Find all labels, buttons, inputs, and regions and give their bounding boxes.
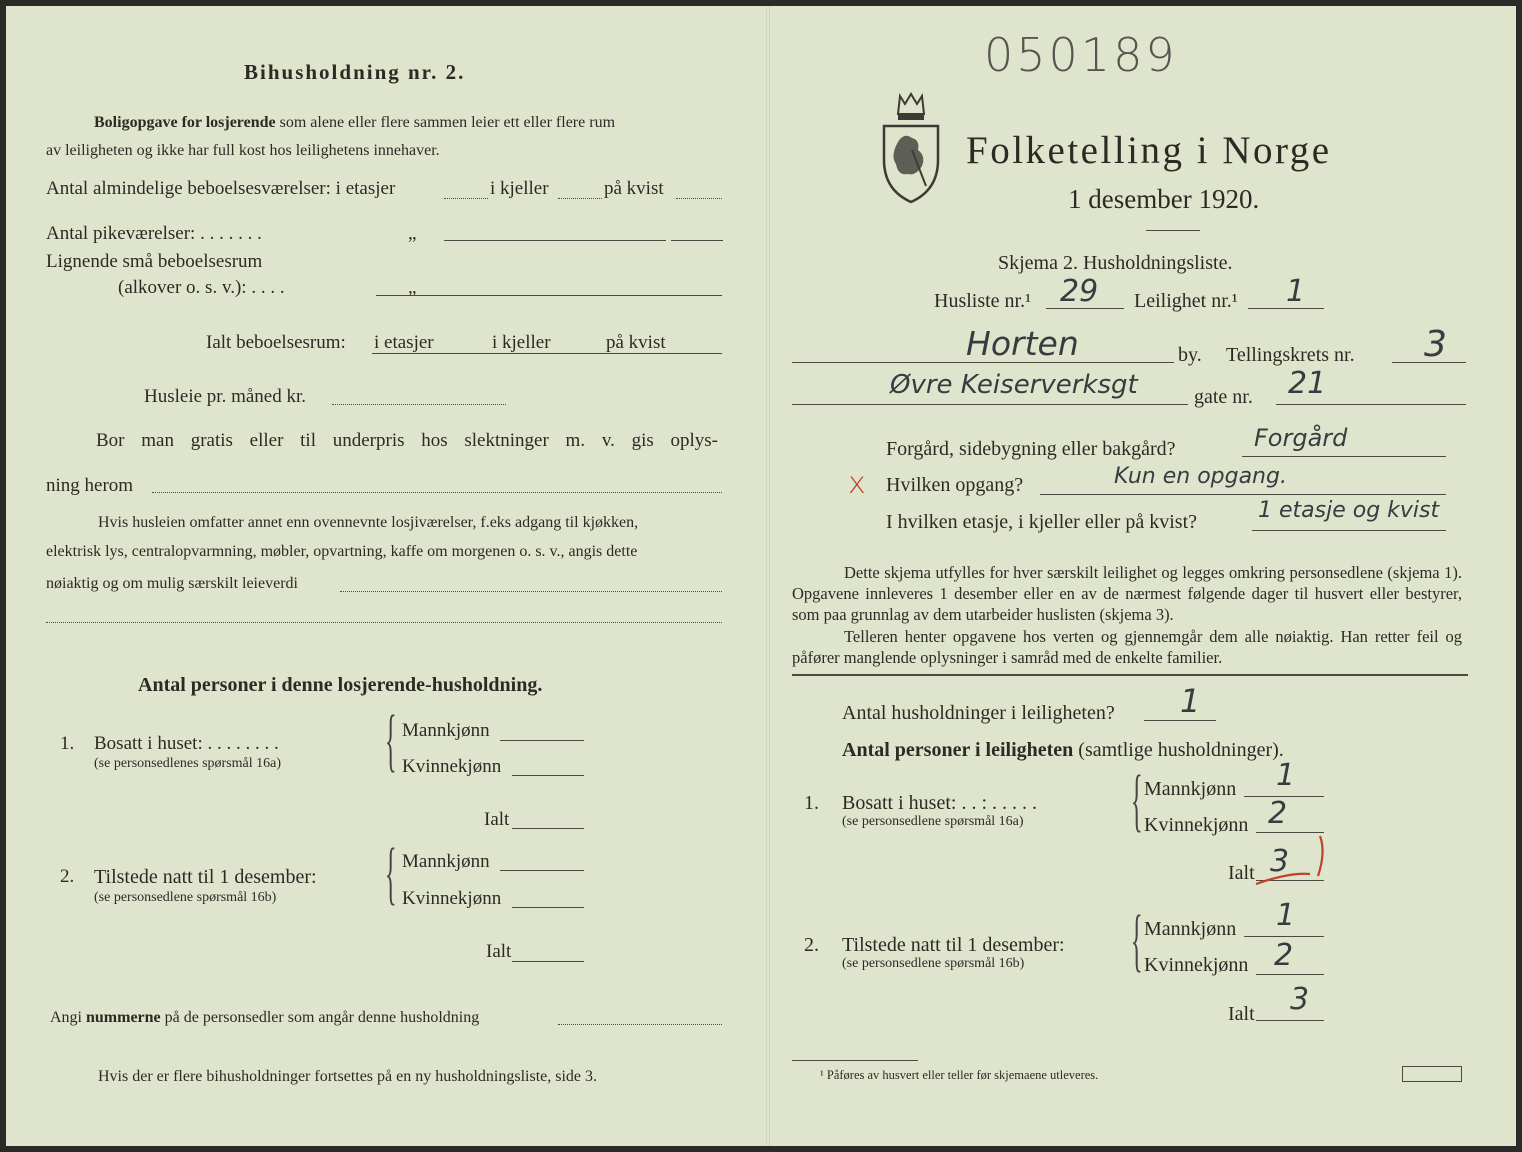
leilighet-label: Leilighet nr.¹ [1134,290,1238,312]
right-q2-total-label: Ialt [1228,1003,1255,1025]
leilighet-field[interactable] [1248,308,1324,309]
right-q1-male-value: 1 [1276,758,1296,793]
rooms-label: Antal almindelige beboelsesværelser: i etasjer [46,178,396,199]
right-q1-total-label: Ialt [1228,862,1255,884]
left-q1-total-label: Ialt [484,809,510,830]
rent-includes-1: Hvis husleien omfatter annet enn ovennevnte losjiværelser, f.eks adgang til kjøkken, [98,514,639,531]
left-q1-brace: { [384,702,397,779]
rent-label: Husleie pr. måned kr. [144,386,306,407]
numbers-field[interactable] [558,1024,722,1025]
gate-field[interactable] [1276,404,1466,405]
total-cellar-label: i kjeller [492,332,551,353]
right-q2-total-value: 3 [1290,982,1310,1017]
rooms-cellar-label: i kjeller [490,178,549,199]
census-form-sheet [6,6,1516,1146]
similar-ditto: „ [408,277,417,298]
husliste-value: 29 [1060,274,1099,309]
right-q2-number: 2. [804,934,819,956]
stamp-number: 050189 [984,28,1178,82]
free-line-2: ning herom [46,475,134,496]
right-persons-heading-rest: (samtlige husholdninger). [1078,739,1284,761]
floor-label: I hvilken etasje, i kjeller eller på kvist? [886,511,1197,533]
left-persons-heading: Antal personer i denne losjerende-husholdning. [138,674,543,696]
right-q1-number: 1. [804,792,819,814]
entrance-field[interactable] [1040,494,1446,495]
left-q2-label: Tilstede natt til 1 desember: [94,866,317,888]
gate-value: 21 [1288,366,1327,401]
rent-includes-field[interactable] [340,591,722,592]
left-q2-male-label: Mannkjønn [402,851,490,872]
floor-field[interactable] [1252,530,1446,531]
left-q2-total-label: Ialt [486,941,512,962]
total-rooms-label: Ialt beboelsesrum: [206,332,346,353]
left-q2-female-label: Kvinnekjønn [402,888,502,909]
total-floor-label: i etasjer [374,332,434,353]
instructions-2: Telleren henter opgavene hos verten og gjennemgår dem alle nøiaktig. Han retter feil og påfører manglende oplysninger i samråd med de enkelte familier. [792,627,1462,667]
instructions-1: Dette skjema utfylles for hver særskilt leilighet og legges omkring personsedlene (skjema 1). Opgavene innleveres 1 desember eller en av de nærmest følgende dager til husvert eller bestyrer, som paa grunnlag av dem utarbeider huslisten (skjema 3). [792,563,1462,624]
rooms-attic-label: på kvist [604,178,664,199]
left-q1-female-label: Kvinnekjønn [402,756,502,777]
left-q1-number: 1. [60,733,75,754]
left-q1-female-field[interactable] [512,775,584,776]
left-q1-total-field[interactable] [512,828,584,829]
right-persons-heading [842,739,1284,762]
town-value: Horten [966,324,1079,363]
courtyard-value: Forgård [1254,424,1348,452]
maid-rooms-field-2[interactable] [556,240,666,241]
schema-label: Skjema 2. Husholdningsliste. [998,252,1233,274]
intro-bold: Boligopgave for losjerende [94,114,276,131]
printer-mark [1402,1066,1462,1082]
red-correction-mark [1250,832,1340,892]
similar-rooms-label-2: (alkover o. s. v.): . . . . [118,277,285,298]
similar-rooms-label-1: Lignende små beboelsesrum [46,251,263,272]
coat-of-arms-icon [878,90,944,206]
rooms-attic-field[interactable] [676,198,722,199]
intro-line-1 [94,114,615,132]
left-title: Bihusholdning nr. 2. [244,60,466,84]
rent-includes-3: nøiaktig og om mulig særskilt leieverdi [46,575,298,592]
courtyard-label: Forgård, sidebygning eller bakgård? [886,438,1176,460]
numbers-pre: Angi [50,1009,82,1026]
numbers-line [50,1009,479,1027]
husliste-label: Husliste nr.¹ [934,290,1032,312]
town-field[interactable] [792,362,1174,363]
right-q1-note: (se personsedlene spørsmål 16a) [842,814,1024,829]
street-field[interactable] [792,404,1188,405]
maid-ditto: „ [408,223,417,244]
free-field[interactable] [152,492,722,493]
town-label: by. [1178,344,1202,366]
leilighet-value: 1 [1286,274,1306,309]
similar-rooms-field[interactable] [376,295,722,296]
entrance-red-mark: x [848,466,866,501]
right-q2-male-value: 1 [1276,898,1296,933]
district-value: 3 [1424,324,1447,365]
right-persons-heading-bold: Antal personer i leiligheten [842,739,1074,761]
right-q1-female-value: 2 [1268,796,1288,831]
households-field[interactable] [1144,720,1216,721]
households-label: Antal husholdninger i leiligheten? [842,702,1115,724]
gate-label: gate nr. [1194,386,1253,408]
floor-value: 1 etasje og kvist [1258,498,1440,523]
intro-line-2: av leiligheten og ikke har full kost hos leilighetens innehaver. [46,142,440,159]
right-q1-female-label: Kvinnekjønn [1144,814,1249,836]
left-q2-male-field[interactable] [500,870,584,871]
title-divider [1146,230,1200,231]
right-q2-female-field[interactable] [1256,974,1324,975]
left-q2-brace: { [384,835,397,912]
intro-rest: som alene eller flere sammen leier ett eller flere rum [279,114,616,131]
households-value: 1 [1180,682,1201,720]
left-footer: Hvis der er flere bihusholdninger fortsettes på en ny husholdningsliste, side 3. [98,1068,598,1085]
right-q2-male-label: Mannkjønn [1144,918,1237,940]
left-q1-label: Bosatt i huset: . . . . . . . . [94,733,279,754]
free-line-1: Bor man gratis eller til underpris hos slektninger m. v. gis oplys- [96,430,718,451]
right-q2-brace: { [1130,902,1143,979]
district-field[interactable] [1392,362,1466,363]
left-q1-male-field[interactable] [500,740,584,741]
maid-rooms-label: Antal pikeværelser: . . . . . . . [46,223,262,244]
rent-includes-2: elektrisk lys, centralopvarmning, møbler, opvartning, kaffe om morgenen o. s. v., angis dette [46,543,638,560]
right-q1-total-value: 3 [1270,844,1290,879]
right-q1-label: Bosatt i huset: . . : . . . . . [842,792,1037,814]
footnote: ¹ Påføres av husvert eller teller før skjemaene utleveres. [820,1068,1099,1082]
form-title: Folketelling i Norge [966,129,1332,172]
total-rooms-field[interactable] [372,353,722,354]
numbers-rest: på de personsedler som angår denne husholdning [164,1009,480,1026]
right-q2-total-field[interactable] [1256,1020,1324,1021]
entrance-label: Hvilken opgang? [886,474,1024,496]
left-page [6,6,766,1146]
rooms-cellar-field[interactable] [558,198,602,199]
street-value: Øvre Keiserverksgt [890,370,1138,400]
maid-rooms-field-3[interactable] [671,240,723,241]
right-q1-male-label: Mannkjønn [1144,778,1237,800]
total-attic-label: på kvist [606,332,666,353]
left-q2-female-field[interactable] [512,907,584,908]
entrance-value: Kun en opgang. [1114,464,1287,489]
right-q1-brace: { [1130,762,1143,839]
rooms-floor-field[interactable] [444,198,488,199]
rent-includes-field-2[interactable] [46,622,722,623]
right-q2-female-value: 2 [1274,938,1294,973]
courtyard-field[interactable] [1242,456,1446,457]
left-q1-note: (se personsedlenes spørsmål 16a) [94,756,282,771]
right-page [770,6,1516,1146]
right-q2-male-field[interactable] [1244,936,1324,937]
left-q2-number: 2. [60,866,75,887]
instructions-divider [792,674,1468,676]
form-date: 1 desember 1920. [1068,184,1260,214]
left-q2-note: (se personsedlene spørsmål 16b) [94,890,277,905]
left-q2-total-field[interactable] [512,961,584,962]
left-q1-male-label: Mannkjønn [402,720,490,741]
rent-field[interactable] [332,404,506,405]
right-q2-note: (se personsedlene spørsmål 16b) [842,956,1025,971]
right-q2-label: Tilstede natt til 1 desember: [842,934,1065,956]
husliste-field[interactable] [1046,308,1124,309]
right-q2-female-label: Kvinnekjønn [1144,954,1249,976]
footnote-rule [792,1060,918,1061]
numbers-bold: nummerne [86,1009,161,1026]
district-label: Tellingskrets nr. [1226,344,1355,366]
